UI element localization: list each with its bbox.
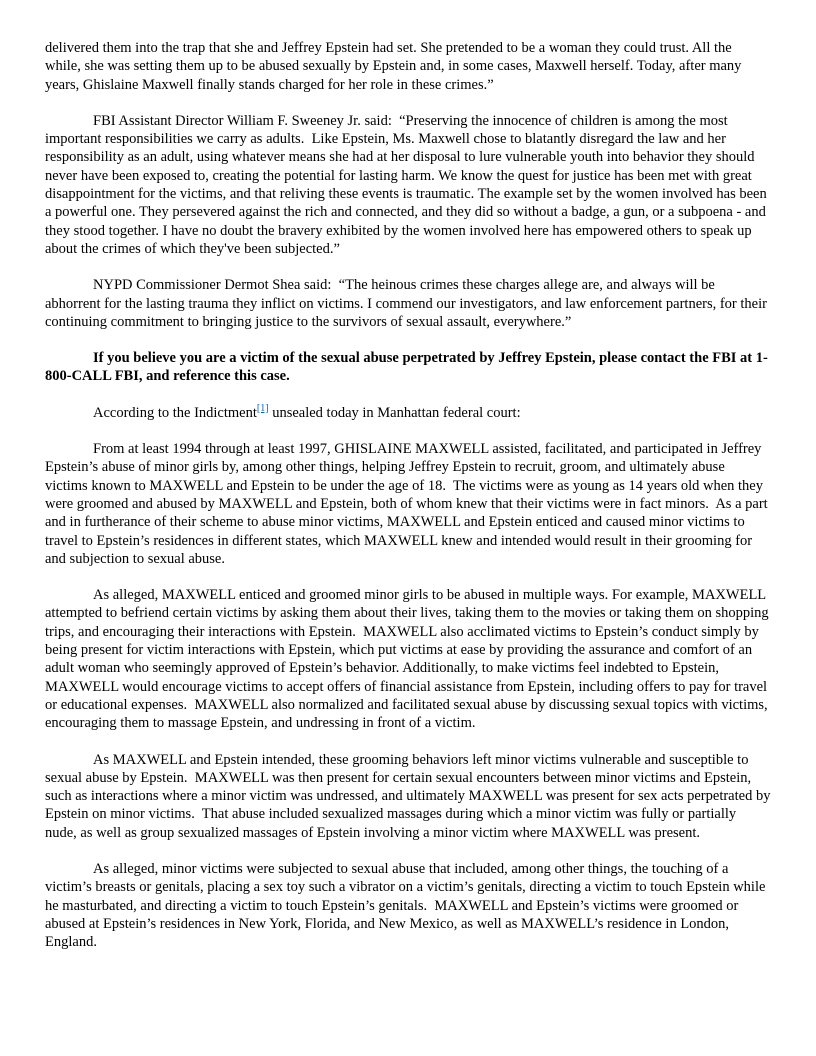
indictment-intro-text-before: According to the Indictment	[93, 404, 257, 421]
paragraph-fbi-statement: FBI Assistant Director William F. Sweeney Jr. said: “Preserving the innocence of children is among the most important responsibilities we carry as adults. Like Epstein, Ms. Maxwell chose to blatantly disregard the law and her responsibility as an adult, using whatever means she had at her disposal to lure vulnerable youth into behavior they should never have been exposed to, creating the potential for lasting harm. We know the quest for justice has been met with great disappointment for the victims, and that reliving these events is traumatic. The example set by the women involved has been a powerful one. They persevered against the rich and connected, and they did so without a badge, a gun, or a subpoena - and they stood together. I have no doubt the bravery exhibited by the women involved here has empowered others to speak up about the crimes of which they've been subjected.”	[45, 112, 771, 257]
paragraph-allegations-overview: From at least 1994 through at least 1997, GHISLAINE MAXWELL assisted, facilitated, and participated in Jeffrey Epstein’s abuse of minor girls by, among other things, helping Jeffrey Epstein to recruit, groom, and ultimately abuse victims known to MAXWELL and Epstein to be under the age of 18. The victims were as young as 14 years old when they were groomed and abused by MAXWELL and Epstein, both of whom knew that their victims were in fact minors. As a part and in furtherance of their scheme to abuse minor victims, MAXWELL and Epstein enticed and caused minor victims to travel to Epstein’s residences in different states, which MAXWELL knew and intended would result in their grooming for and subjection to sexual abuse.	[45, 441, 772, 567]
paragraph-presence-during-abuse: As MAXWELL and Epstein intended, these grooming behaviors left minor victims vulnerable and susceptible to sexual abuse by Epstein. MAXWELL was then present for certain sexual encounters between minor victims and Epstein, such as interactions where a minor victim was undressed, and ultimately MAXWELL was present for sex acts perpetrated by Epstein on minor victims. That abuse included sexualized massages during which a minor victim was fully or partially nude, as well as group sexualized massages of Epstein involving a minor victim where MAXWELL was present.	[45, 751, 775, 841]
paragraph-indictment-intro	[45, 404, 771, 422]
footnote-link-1[interactable]: [1]	[256, 402, 269, 414]
indictment-intro-text-after: unsealed today in Manhattan federal court:	[268, 404, 521, 421]
paragraph-victim-notice: If you believe you are a victim of the sexual abuse perpetrated by Jeffrey Epstein, please contact the FBI at 1-800-CALL FBI, and reference this case.	[45, 350, 768, 385]
paragraph-grooming-methods: As alleged, MAXWELL enticed and groomed minor girls to be abused in multiple ways. For example, MAXWELL attempted to befriend certain victims by asking them about their lives, taking them to the movies or taking them on shopping trips, and encouraging their interactions with Epstein. MAXWELL also acclimated victims to Epstein’s conduct simply by being present for victim interactions with Epstein, which put victims at ease by providing the assurance and comfort of an adult woman who seemingly approved of Epstein’s behavior. Additionally, to make victims feel indebted to Epstein, MAXWELL would encourage victims to accept offers of financial assistance from Epstein, including offers to pay for travel or educational expenses. MAXWELL also normalized and facilitated sexual abuse by discussing sexual topics with victims, encouraging them to massage Epstein, and undressing in front of a victim.	[45, 587, 773, 732]
paragraph-abuse-details: As alleged, minor victims were subjected to sexual abuse that included, among other things, the touching of a victim’s breasts or genitals, placing a sex toy such a vibrator on a victim’s genitals, directing a victim to touch Epstein while he masturbated, and directing a victim to touch Epstein’s genitals. MAXWELL and Epstein’s victims were groomed or abused at Epstein’s residences in New York, Florida, and New Mexico, as well as MAXWELL’s residence in London, England.	[45, 860, 770, 951]
footnote-ref	[257, 403, 269, 414]
paragraph-nypd-statement: NYPD Commissioner Dermot Shea said: “The heinous crimes these charges allege are, and always will be abhorrent for the lasting trauma they inflict on victims. I commend our investigators, and law enforcement partners, for their continuing commitment to bringing justice to the survivors of sexual assault, everywhere.”	[45, 277, 771, 330]
paragraph-continuation: delivered them into the trap that she and Jeffrey Epstein had set. She pretended to be a woman they could trust. All the while, she was setting them up to be abused sexually by Epstein and, in some cases, Maxwell herself. Today, after many years, Ghislaine Maxwell finally stands charged for her role in these crimes.”	[45, 40, 746, 93]
